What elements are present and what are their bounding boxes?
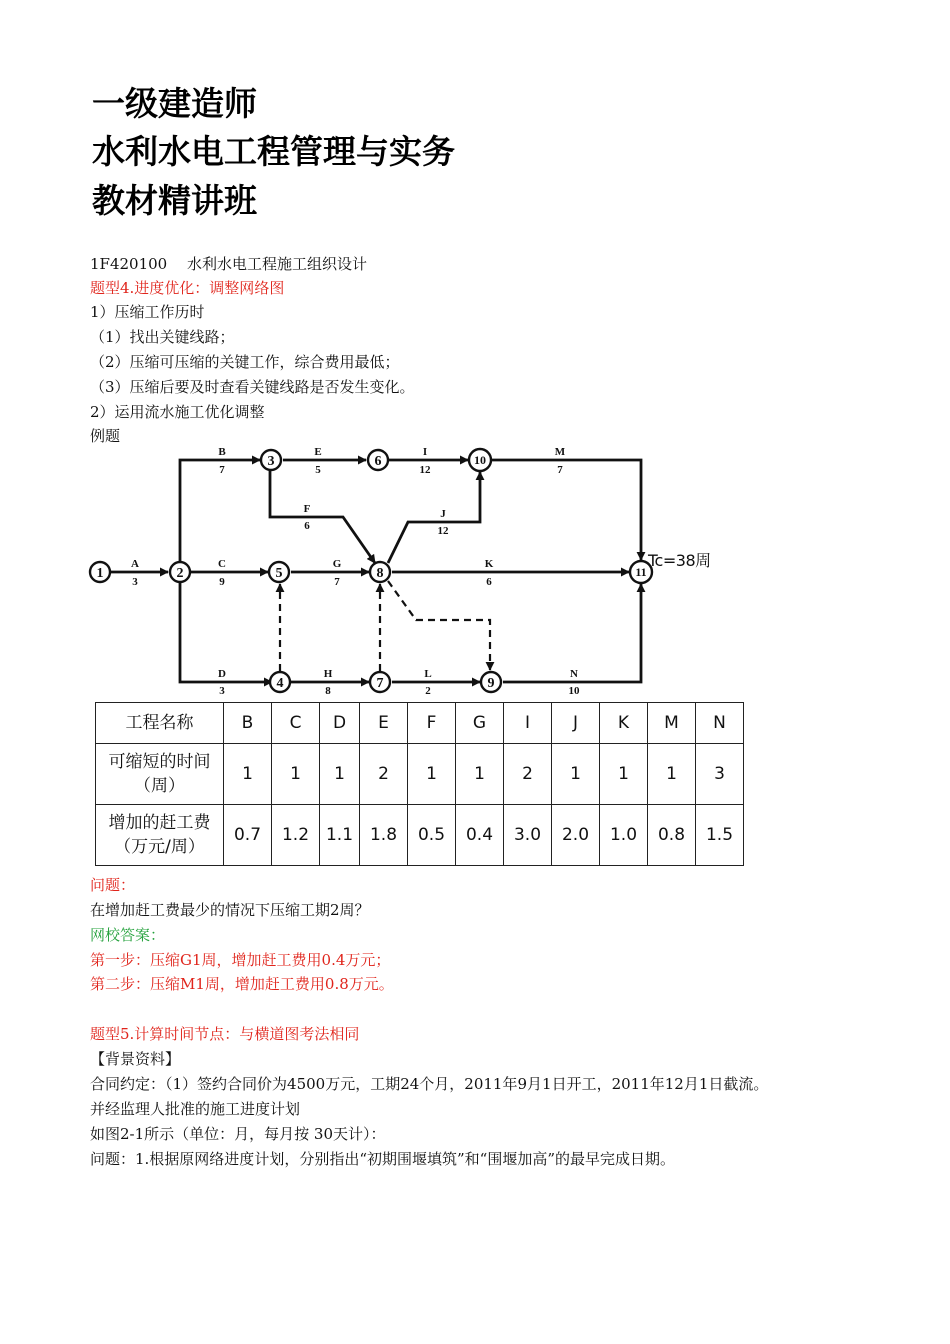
dur-N: 10 bbox=[568, 685, 580, 697]
label-N: N bbox=[570, 668, 578, 680]
table-cell: 3 bbox=[696, 744, 744, 805]
section-heading: 1F420100 水利水电工程施工组织设计 bbox=[90, 255, 367, 273]
q4-point-1b: （2）压缩可压缩的关键工作，综合费用最低； bbox=[90, 353, 400, 371]
col-header: B bbox=[224, 703, 272, 744]
table-cell: 1 bbox=[600, 744, 648, 805]
table-header-label: 工程名称 bbox=[96, 703, 224, 744]
node-4: 4 bbox=[276, 676, 284, 691]
label-F: F bbox=[303, 503, 311, 515]
row-label-line: 可缩短的时间 bbox=[108, 752, 211, 772]
table-cell: 0.5 bbox=[408, 805, 456, 866]
table-cell: 0.7 bbox=[224, 805, 272, 866]
row-label-line: （周） bbox=[134, 776, 185, 796]
arrow-M bbox=[492, 460, 641, 560]
label-B: B bbox=[218, 446, 226, 458]
label-C: C bbox=[218, 558, 226, 570]
q5-line-1: 合同约定：（1）签约合同价为4500万元，工期24个月，2011年9月1日开工，2011年12月1日截流。 bbox=[90, 1075, 769, 1093]
q4-point-1a: （1）找出关键线路； bbox=[90, 328, 235, 346]
table-cell: 2 bbox=[360, 744, 408, 805]
q5-line-3: 如图2-1所示（单位：月，每月按 30天计）： bbox=[90, 1125, 386, 1143]
row-label-shortenable bbox=[96, 744, 224, 805]
table-cell: 1 bbox=[408, 744, 456, 805]
table-cell: 1.0 bbox=[600, 805, 648, 866]
col-header: N bbox=[696, 703, 744, 744]
dur-G: 7 bbox=[334, 576, 340, 588]
arrow-F bbox=[270, 471, 375, 563]
table-cell: 1 bbox=[456, 744, 504, 805]
col-header: K bbox=[600, 703, 648, 744]
table-row bbox=[96, 805, 744, 866]
title-line-3: 教材精讲班 bbox=[92, 181, 257, 220]
col-header: J bbox=[552, 703, 600, 744]
dur-I: 12 bbox=[419, 464, 431, 476]
dur-K: 6 bbox=[486, 576, 492, 588]
table-cell: 1 bbox=[648, 744, 696, 805]
col-header: G bbox=[456, 703, 504, 744]
table-cell: 3.0 bbox=[504, 805, 552, 866]
label-L: L bbox=[424, 668, 432, 680]
dur-E: 5 bbox=[315, 464, 321, 476]
dur-M: 7 bbox=[557, 464, 563, 476]
q5-title: 题型5.计算时间节点：与横道图考法相同 bbox=[90, 1025, 360, 1043]
dur-D: 3 bbox=[219, 685, 225, 697]
label-J: J bbox=[440, 508, 446, 520]
col-header: D bbox=[320, 703, 360, 744]
network-diagram bbox=[88, 442, 718, 697]
table-cell: 0.8 bbox=[648, 805, 696, 866]
node-3: 3 bbox=[267, 454, 275, 469]
label-D: D bbox=[218, 668, 226, 680]
arrow-B bbox=[180, 460, 260, 572]
q4-title: 题型4.进度优化：调整网络图 bbox=[90, 279, 285, 297]
col-header: I bbox=[504, 703, 552, 744]
row-label-line: 增加的赶工费 bbox=[108, 813, 211, 833]
table-cell: 1 bbox=[224, 744, 272, 805]
node-9: 9 bbox=[487, 676, 495, 691]
q5-background: 【背景资料】 bbox=[90, 1050, 181, 1068]
q4-point-1: 1）压缩工作历时 bbox=[90, 303, 205, 321]
title-line-1: 一级建造师 bbox=[92, 84, 257, 123]
dummy-8-9 bbox=[388, 581, 490, 670]
label-M: M bbox=[554, 446, 566, 458]
answer-step-2: 第二步：压缩M1周，增加赶工费用0.8万元。 bbox=[90, 975, 394, 993]
arrow-J bbox=[388, 472, 480, 563]
table-cell: 2.0 bbox=[552, 805, 600, 866]
node-1: 1 bbox=[96, 566, 104, 581]
node-2: 2 bbox=[176, 566, 184, 581]
title-line-2: 水利水电工程管理与实务 bbox=[92, 132, 455, 171]
answer-step-1: 第一步：压缩G1周，增加赶工费用0.4万元； bbox=[90, 951, 391, 969]
row-label-line: （万元/周） bbox=[114, 837, 205, 857]
label-E: E bbox=[314, 446, 322, 458]
table-row bbox=[96, 744, 744, 805]
label-K: K bbox=[484, 558, 494, 570]
example-label: 例题 bbox=[90, 427, 121, 445]
table-cell: 1.1 bbox=[320, 805, 360, 866]
label-G: G bbox=[332, 558, 342, 570]
answer-label: 网校答案： bbox=[90, 926, 166, 944]
dur-C: 9 bbox=[219, 576, 225, 588]
table-header-row bbox=[96, 703, 744, 744]
dur-L: 2 bbox=[425, 685, 431, 697]
col-header: E bbox=[360, 703, 408, 744]
table-cell: 1 bbox=[552, 744, 600, 805]
col-header: M bbox=[648, 703, 696, 744]
node-7: 7 bbox=[376, 676, 384, 691]
question-label: 问题： bbox=[90, 876, 136, 894]
table-cell: 0.4 bbox=[456, 805, 504, 866]
table-cell: 1 bbox=[272, 744, 320, 805]
dur-H: 8 bbox=[325, 685, 331, 697]
q4-point-1c: （3）压缩后要及时查看关键线路是否发生变化。 bbox=[90, 378, 415, 396]
dur-F: 6 bbox=[304, 520, 310, 532]
node-10: 10 bbox=[474, 453, 486, 467]
dur-A: 3 bbox=[132, 576, 138, 588]
dur-B: 7 bbox=[219, 464, 225, 476]
node-5: 5 bbox=[275, 566, 283, 581]
question-text: 在增加赶工费最少的情况下压缩工期2周？ bbox=[90, 901, 370, 919]
node-8: 8 bbox=[376, 566, 384, 581]
node-11: 11 bbox=[635, 565, 647, 579]
dur-J: 12 bbox=[437, 525, 449, 537]
table-cell: 1.5 bbox=[696, 805, 744, 866]
node-6: 6 bbox=[374, 454, 382, 469]
q5-line-4: 问题：1.根据原网络进度计划，分别指出“初期围堰填筑”和“围堰加高”的最早完成日期。 bbox=[90, 1150, 675, 1168]
table-cell: 1 bbox=[320, 744, 360, 805]
q5-line-2: 并经监理人批准的施工进度计划 bbox=[90, 1100, 301, 1118]
table-cell: 1.8 bbox=[360, 805, 408, 866]
table-cell: 1.2 bbox=[272, 805, 320, 866]
arrow-D bbox=[180, 572, 272, 682]
row-label-cost bbox=[96, 805, 224, 866]
q4-point-2: 2）运用流水施工优化调整 bbox=[90, 403, 265, 421]
col-header: C bbox=[272, 703, 320, 744]
tc-label: Tc=38周 bbox=[648, 551, 711, 570]
label-H: H bbox=[323, 668, 333, 680]
table-cell: 2 bbox=[504, 744, 552, 805]
label-I: I bbox=[422, 446, 428, 458]
label-A: A bbox=[131, 558, 139, 570]
col-header: F bbox=[408, 703, 456, 744]
cost-table bbox=[95, 702, 744, 866]
